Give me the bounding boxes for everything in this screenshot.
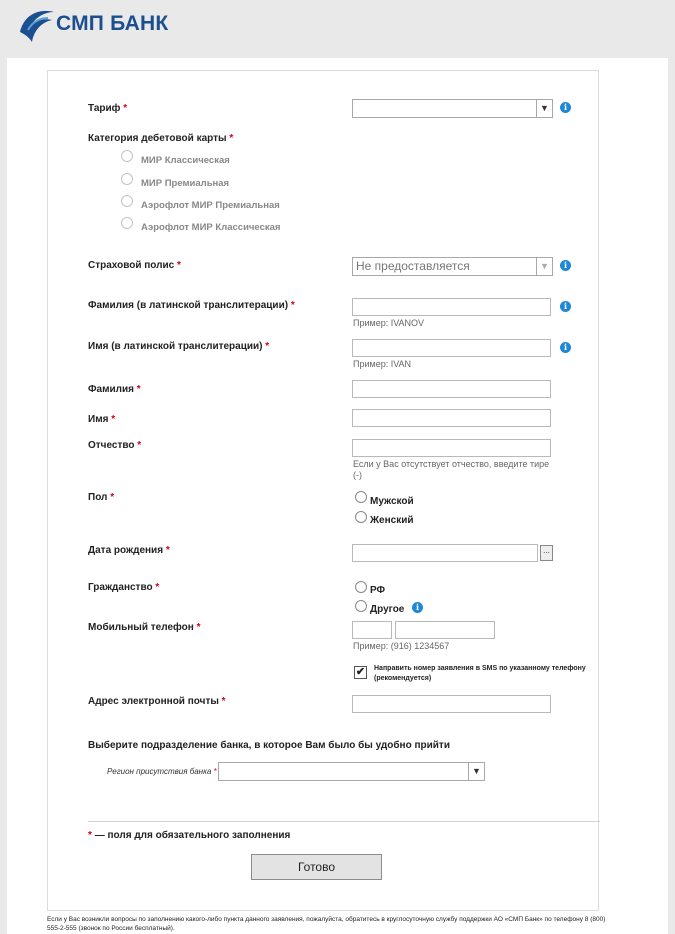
phone-code-input[interactable]	[352, 621, 392, 639]
insurance-label: Страховой полис *	[88, 260, 181, 271]
patronymic-hint: Если у Вас отсутствует отчество, введите тире (-)	[353, 459, 550, 480]
radio-citizenship-other[interactable]	[355, 600, 367, 612]
gender-label: Пол *	[88, 492, 115, 503]
info-icon[interactable]: i	[560, 102, 571, 113]
check-icon: ✔	[355, 666, 366, 678]
divider	[88, 821, 600, 822]
first-name-input[interactable]	[352, 409, 551, 427]
radio-card-aeroflot-classic[interactable]	[121, 217, 133, 229]
info-icon[interactable]: i	[412, 602, 423, 613]
info-icon[interactable]: i	[560, 260, 571, 271]
sms-checkbox[interactable]	[354, 666, 367, 679]
card-option-label: МИР Классическая	[141, 155, 230, 166]
info-icon[interactable]: i	[560, 301, 571, 312]
citizenship-label: Гражданство *	[88, 582, 160, 593]
tariff-select[interactable]	[352, 99, 553, 118]
phone-number-input[interactable]	[395, 621, 495, 639]
first-name-lat-hint: Пример: IVAN	[353, 359, 412, 369]
first-name-lat-label: Имя (в латинской транслитерации) *	[88, 341, 270, 352]
gender-female-label: Женский	[370, 515, 414, 526]
last-name-lat-input[interactable]	[352, 298, 551, 316]
region-label: Регион присутствия банка *	[107, 767, 217, 776]
radio-gender-male[interactable]	[355, 491, 367, 503]
required-note: * — поля для обязательного заполнения	[88, 830, 291, 841]
card-category-label: Категория дебетовой карты *	[88, 133, 234, 144]
last-name-lat-hint: Пример: IVANOV	[353, 318, 425, 328]
bank-logo[interactable]	[14, 2, 168, 46]
last-name-label: Фамилия *	[88, 384, 141, 395]
branch-heading: Выберите подразделение банка, в которое Вам было бы удобно прийти	[88, 740, 450, 751]
calendar-button[interactable]: ...	[540, 545, 553, 561]
gender-male-label: Мужской	[370, 496, 414, 507]
chevron-down-icon: ▼	[536, 100, 552, 117]
card-option-label: Аэрофлот МИР Классическая	[141, 222, 281, 233]
bird-logo-icon	[14, 2, 58, 46]
radio-card-mir-classic[interactable]	[121, 150, 133, 162]
sms-checkbox-label: Направить номер заявления в SMS по указанному телефону (рекомендуется)	[374, 665, 586, 682]
radio-card-aeroflot-premium[interactable]	[121, 195, 133, 207]
mobile-label: Мобильный телефон *	[88, 622, 201, 633]
card-option-label: МИР Премиальная	[141, 178, 230, 189]
email-input[interactable]	[352, 695, 551, 713]
first-name-lat-input[interactable]	[352, 339, 551, 357]
tariff-label: Тариф *	[88, 103, 128, 114]
birth-date-input[interactable]	[352, 544, 538, 562]
last-name-input[interactable]	[352, 380, 551, 398]
citizenship-other-label: Другое	[370, 604, 405, 615]
patronymic-input[interactable]	[352, 439, 551, 457]
email-label: Адрес электронной почты *	[88, 696, 226, 707]
chevron-down-icon: ▼	[536, 258, 552, 275]
last-name-lat-label: Фамилия (в латинской транслитерации) *	[88, 300, 295, 311]
chevron-down-icon: ▼	[468, 763, 484, 780]
insurance-select[interactable]	[352, 257, 553, 276]
birth-date-label: Дата рождения *	[88, 545, 170, 556]
first-name-label: Имя *	[88, 414, 116, 425]
citizenship-rf-label: РФ	[370, 585, 386, 596]
radio-card-mir-premium[interactable]	[121, 173, 133, 185]
region-select[interactable]	[218, 762, 485, 781]
insurance-value: Не предоставляется	[356, 259, 470, 273]
card-option-label: Аэрофлот МИР Премиальная	[141, 200, 280, 211]
radio-citizenship-rf[interactable]	[355, 581, 367, 593]
mobile-hint: Пример: (916) 1234567	[353, 641, 450, 651]
info-icon[interactable]: i	[560, 342, 571, 353]
submit-button[interactable]: Готово	[251, 854, 382, 880]
radio-gender-female[interactable]	[355, 511, 367, 523]
patronymic-label: Отчество *	[88, 440, 142, 451]
bank-name: СМП БАНК	[56, 12, 169, 35]
application-form	[47, 70, 599, 911]
header	[0, 0, 675, 58]
footer-text: Если у Вас возникли вопросы по заполнению какого-либо пункта данного заявления, пожалуйста, обратитесь в круглосуточную службу поддержки АО «СМП Банк» по телефону 8 (800) 555-2-555 (звонок по России бесплатный).	[47, 916, 606, 932]
